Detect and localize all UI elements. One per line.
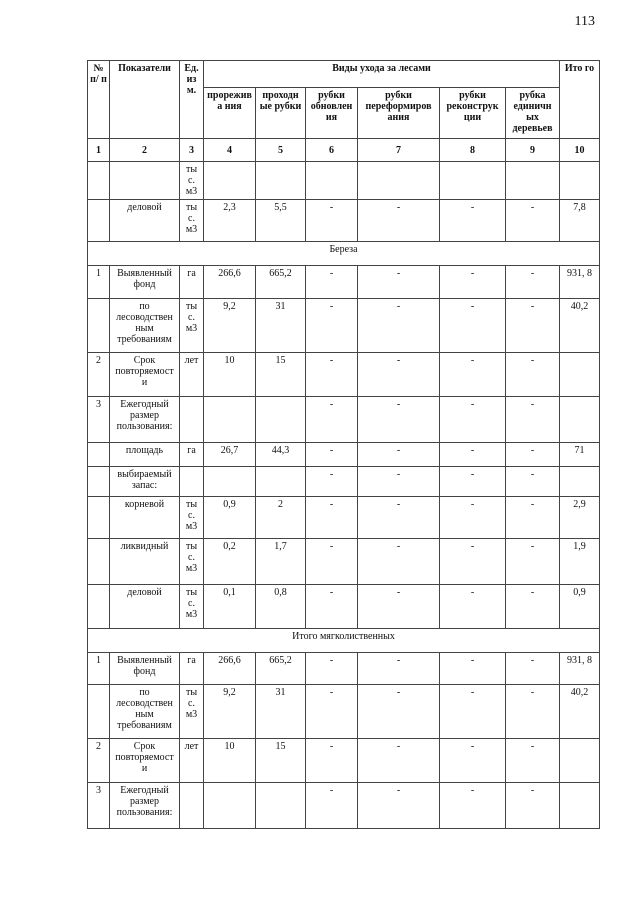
total-cell: 7,8 <box>560 200 600 242</box>
single-tree-cut-cell: - <box>506 200 560 242</box>
passing-cut-cell: 0,8 <box>256 585 306 629</box>
reconstruction-cut-cell: - <box>440 353 506 397</box>
column-number: 2 <box>110 139 180 162</box>
reformation-cut-cell: - <box>358 585 440 629</box>
column-numbers-row <box>88 139 600 162</box>
total-cell: 931, 8 <box>560 653 600 685</box>
row-number: 1 <box>88 653 110 685</box>
reconstruction-cut-cell: - <box>440 443 506 467</box>
renewal-cut-cell: - <box>306 299 358 353</box>
thinning-cell: 266,6 <box>204 266 256 299</box>
table-row <box>88 497 600 539</box>
unit-cell: ты с. м3 <box>180 497 204 539</box>
table-row <box>88 685 600 739</box>
thinning-cell: 10 <box>204 739 256 783</box>
single-tree-cut-cell: - <box>506 685 560 739</box>
renewal-cut-cell: - <box>306 539 358 585</box>
renewal-cut-cell: - <box>306 467 358 497</box>
passing-cut-cell: 665,2 <box>256 266 306 299</box>
table-row <box>88 739 600 783</box>
single-tree-cut-cell <box>506 162 560 200</box>
thinning-cell: 0,1 <box>204 585 256 629</box>
indicator-cell: Выявленный фонд <box>110 653 180 685</box>
indicator-cell: выбираемый запас: <box>110 467 180 497</box>
table-row <box>88 397 600 443</box>
total-cell <box>560 162 600 200</box>
table-body <box>88 162 600 829</box>
single-tree-cut-cell: - <box>506 299 560 353</box>
table-row <box>88 467 600 497</box>
indicator-cell: корневой <box>110 497 180 539</box>
column-number: 6 <box>306 139 358 162</box>
section-row <box>88 629 600 653</box>
unit-cell: лет <box>180 739 204 783</box>
reconstruction-cut-cell: - <box>440 585 506 629</box>
unit-cell: ты с. м3 <box>180 685 204 739</box>
single-tree-cut-cell: - <box>506 266 560 299</box>
total-cell: 0,9 <box>560 585 600 629</box>
table-row <box>88 266 600 299</box>
reformation-cut-cell: - <box>358 299 440 353</box>
passing-cut-cell: 15 <box>256 739 306 783</box>
indicator-cell: Срок повторяемост и <box>110 353 180 397</box>
total-cell <box>560 467 600 497</box>
column-number: 9 <box>506 139 560 162</box>
row-number <box>88 685 110 739</box>
unit-cell: га <box>180 653 204 685</box>
renewal-cut-cell: - <box>306 200 358 242</box>
total-cell <box>560 739 600 783</box>
forest-care-table <box>87 60 600 829</box>
row-number <box>88 162 110 200</box>
thinning-cell: 0,9 <box>204 497 256 539</box>
row-number <box>88 200 110 242</box>
total-cell <box>560 397 600 443</box>
renewal-cut-cell <box>306 162 358 200</box>
reformation-cut-cell: - <box>358 397 440 443</box>
renewal-cut-cell: - <box>306 497 358 539</box>
header-indicator: Показатели <box>110 61 180 139</box>
renewal-cut-cell: - <box>306 397 358 443</box>
reconstruction-cut-cell: - <box>440 653 506 685</box>
table-row <box>88 539 600 585</box>
renewal-cut-cell: - <box>306 685 358 739</box>
unit-cell: га <box>180 266 204 299</box>
table-row <box>88 200 600 242</box>
renewal-cut-cell: - <box>306 783 358 829</box>
unit-cell <box>180 783 204 829</box>
row-number <box>88 585 110 629</box>
table-row <box>88 653 600 685</box>
column-number: 7 <box>358 139 440 162</box>
page-number: 113 <box>574 14 595 29</box>
reconstruction-cut-cell: - <box>440 299 506 353</box>
row-number <box>88 497 110 539</box>
header-care-types: Виды ухода за лесами <box>204 61 560 88</box>
total-cell: 1,9 <box>560 539 600 585</box>
passing-cut-cell <box>256 783 306 829</box>
total-cell <box>560 353 600 397</box>
indicator-cell: Выявленный фонд <box>110 266 180 299</box>
thinning-cell: 266,6 <box>204 653 256 685</box>
single-tree-cut-cell: - <box>506 443 560 467</box>
reconstruction-cut-cell: - <box>440 200 506 242</box>
reconstruction-cut-cell: - <box>440 783 506 829</box>
total-cell: 40,2 <box>560 685 600 739</box>
column-number: 10 <box>560 139 600 162</box>
indicator-cell: Ежегодный размер пользования: <box>110 783 180 829</box>
indicator-cell: деловой <box>110 200 180 242</box>
column-number: 3 <box>180 139 204 162</box>
reconstruction-cut-cell: - <box>440 497 506 539</box>
passing-cut-cell <box>256 467 306 497</box>
unit-cell <box>180 467 204 497</box>
single-tree-cut-cell: - <box>506 783 560 829</box>
reformation-cut-cell: - <box>358 353 440 397</box>
indicator-cell: ликвидный <box>110 539 180 585</box>
total-cell: 40,2 <box>560 299 600 353</box>
column-number: 8 <box>440 139 506 162</box>
unit-cell: лет <box>180 353 204 397</box>
row-number <box>88 299 110 353</box>
passing-cut-cell <box>256 397 306 443</box>
reformation-cut-cell: - <box>358 467 440 497</box>
unit-cell: ты с. м3 <box>180 200 204 242</box>
row-number: 1 <box>88 266 110 299</box>
reformation-cut-cell: - <box>358 685 440 739</box>
total-cell <box>560 783 600 829</box>
unit-cell: ты с. м3 <box>180 162 204 200</box>
thinning-cell: 0,2 <box>204 539 256 585</box>
reconstruction-cut-cell <box>440 162 506 200</box>
reconstruction-cut-cell: - <box>440 397 506 443</box>
reformation-cut-cell: - <box>358 539 440 585</box>
single-tree-cut-cell: - <box>506 397 560 443</box>
renewal-cut-cell: - <box>306 585 358 629</box>
reformation-cut-cell: - <box>358 497 440 539</box>
reconstruction-cut-cell: - <box>440 266 506 299</box>
row-number: 2 <box>88 353 110 397</box>
total-cell: 71 <box>560 443 600 467</box>
thinning-cell <box>204 467 256 497</box>
single-tree-cut-cell: - <box>506 739 560 783</box>
row-number <box>88 443 110 467</box>
reformation-cut-cell: - <box>358 783 440 829</box>
renewal-cut-cell: - <box>306 353 358 397</box>
passing-cut-cell: 15 <box>256 353 306 397</box>
header-reconstruction-cut: рубки реконструк ции <box>440 88 506 139</box>
table-row <box>88 299 600 353</box>
total-cell: 931, 8 <box>560 266 600 299</box>
thinning-cell: 26,7 <box>204 443 256 467</box>
header-passing-cut: проходн ые рубки <box>256 88 306 139</box>
renewal-cut-cell: - <box>306 653 358 685</box>
unit-cell: га <box>180 443 204 467</box>
table-row <box>88 162 600 200</box>
indicator-cell: Срок повторяемост и <box>110 739 180 783</box>
thinning-cell: 10 <box>204 353 256 397</box>
passing-cut-cell: 44,3 <box>256 443 306 467</box>
indicator-cell: площадь <box>110 443 180 467</box>
passing-cut-cell: 31 <box>256 299 306 353</box>
header-num: № п/ п <box>88 61 110 139</box>
table-row <box>88 783 600 829</box>
indicator-cell: по лесоводствен ным требованиям <box>110 685 180 739</box>
header-unit: Ед. из м. <box>180 61 204 139</box>
thinning-cell: 2,3 <box>204 200 256 242</box>
header-reformation-cut: рубки переформиров ания <box>358 88 440 139</box>
passing-cut-cell: 31 <box>256 685 306 739</box>
single-tree-cut-cell: - <box>506 653 560 685</box>
reconstruction-cut-cell: - <box>440 685 506 739</box>
thinning-cell <box>204 162 256 200</box>
unit-cell: ты с. м3 <box>180 585 204 629</box>
single-tree-cut-cell: - <box>506 353 560 397</box>
single-tree-cut-cell: - <box>506 467 560 497</box>
section-row <box>88 242 600 266</box>
reformation-cut-cell: - <box>358 739 440 783</box>
section-title: Береза <box>88 242 600 266</box>
row-number: 3 <box>88 783 110 829</box>
reformation-cut-cell: - <box>358 653 440 685</box>
passing-cut-cell <box>256 162 306 200</box>
indicator-cell: деловой <box>110 585 180 629</box>
reformation-cut-cell: - <box>358 443 440 467</box>
header-total: Ито го <box>560 61 600 139</box>
thinning-cell: 9,2 <box>204 299 256 353</box>
indicator-cell <box>110 162 180 200</box>
total-cell: 2,9 <box>560 497 600 539</box>
table-row <box>88 585 600 629</box>
renewal-cut-cell: - <box>306 739 358 783</box>
thinning-cell <box>204 397 256 443</box>
section-title: Итого мягколиственных <box>88 629 600 653</box>
header-single-tree-cut: рубка единичн ых деревьев <box>506 88 560 139</box>
column-number: 1 <box>88 139 110 162</box>
thinning-cell <box>204 783 256 829</box>
unit-cell <box>180 397 204 443</box>
passing-cut-cell: 5,5 <box>256 200 306 242</box>
table-row <box>88 353 600 397</box>
renewal-cut-cell: - <box>306 443 358 467</box>
row-number: 2 <box>88 739 110 783</box>
passing-cut-cell: 1,7 <box>256 539 306 585</box>
header-renewal-cut: рубки обновлен ия <box>306 88 358 139</box>
single-tree-cut-cell: - <box>506 539 560 585</box>
single-tree-cut-cell: - <box>506 585 560 629</box>
header-thinning: прорежива ния <box>204 88 256 139</box>
table-row <box>88 443 600 467</box>
unit-cell: ты с. м3 <box>180 539 204 585</box>
reconstruction-cut-cell: - <box>440 739 506 783</box>
single-tree-cut-cell: - <box>506 497 560 539</box>
indicator-cell: по лесоводствен ным требованиям <box>110 299 180 353</box>
reformation-cut-cell: - <box>358 200 440 242</box>
thinning-cell: 9,2 <box>204 685 256 739</box>
column-number: 4 <box>204 139 256 162</box>
row-number <box>88 467 110 497</box>
reconstruction-cut-cell: - <box>440 539 506 585</box>
passing-cut-cell: 665,2 <box>256 653 306 685</box>
passing-cut-cell: 2 <box>256 497 306 539</box>
column-number: 5 <box>256 139 306 162</box>
indicator-cell: Ежегодный размер пользования: <box>110 397 180 443</box>
renewal-cut-cell: - <box>306 266 358 299</box>
row-number <box>88 539 110 585</box>
reconstruction-cut-cell: - <box>440 467 506 497</box>
reformation-cut-cell: - <box>358 266 440 299</box>
row-number: 3 <box>88 397 110 443</box>
unit-cell: ты с. м3 <box>180 299 204 353</box>
reformation-cut-cell <box>358 162 440 200</box>
